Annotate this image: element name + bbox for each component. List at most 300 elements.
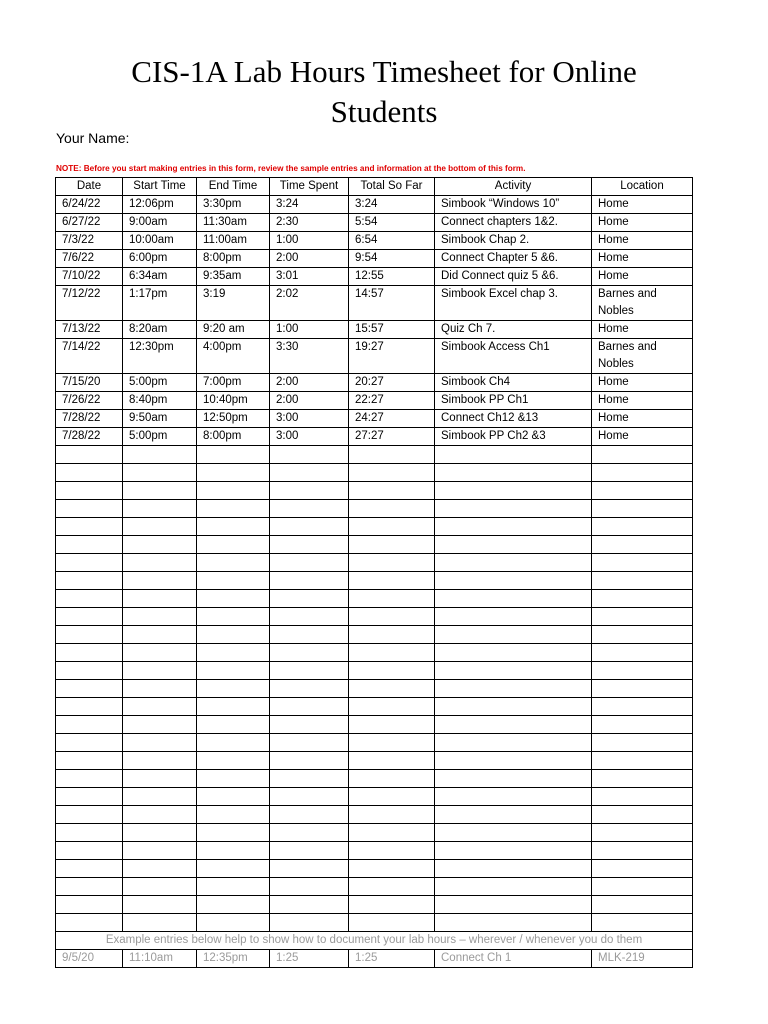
cell-location: Home [592, 250, 693, 268]
blank-cell-location[interactable] [592, 482, 693, 500]
blank-cell-date[interactable] [56, 662, 123, 680]
blank-cell-time-spent[interactable] [270, 518, 349, 536]
cell-time-spent: 2:30 [270, 214, 349, 232]
blank-cell-end-time[interactable] [197, 518, 270, 536]
blank-cell-location[interactable] [592, 464, 693, 482]
blank-cell-time-spent[interactable] [270, 680, 349, 698]
blank-cell-time-spent[interactable] [270, 896, 349, 914]
blank-cell-date[interactable] [56, 752, 123, 770]
blank-cell-date[interactable] [56, 464, 123, 482]
cell-start-time: 8:40pm [123, 392, 197, 410]
blank-cell-location[interactable] [592, 500, 693, 518]
instruction-note: NOTE: Before you start making entries in this form, review the sample entries and information at the bottom of this form. [56, 164, 526, 173]
blank-cell-location[interactable] [592, 878, 693, 896]
blank-cell-activity[interactable] [435, 482, 592, 500]
example-section [56, 932, 693, 968]
blank-cell-start-time[interactable] [123, 500, 197, 518]
table-row [56, 392, 693, 410]
blank-cell-start-time[interactable] [123, 554, 197, 572]
cell-end-time: 7:00pm [197, 374, 270, 392]
cell-time-spent: 3:00 [270, 428, 349, 446]
blank-cell-activity[interactable] [435, 878, 592, 896]
cell-activity: Simbook PP Ch2 &3 [435, 428, 592, 446]
blank-cell-location[interactable] [592, 554, 693, 572]
blank-cell-start-time[interactable] [123, 680, 197, 698]
cell-time-spent: 2:00 [270, 250, 349, 268]
cell-date: 7/12/22 [56, 286, 123, 321]
blank-cell-time-spent[interactable] [270, 590, 349, 608]
blank-cell-location[interactable] [592, 518, 693, 536]
column-header-total-so-far: Total So Far [349, 178, 435, 196]
cell-date: 7/3/22 [56, 232, 123, 250]
blank-cell-time-spent[interactable] [270, 572, 349, 590]
cell-date: 6/27/22 [56, 214, 123, 232]
blank-cell-date[interactable] [56, 860, 123, 878]
timesheet-table [55, 177, 693, 968]
blank-cell-activity[interactable] [435, 500, 592, 518]
blank-cell-total-so-far[interactable] [349, 698, 435, 716]
blank-row [56, 770, 693, 788]
blank-cell-start-time[interactable] [123, 464, 197, 482]
cell-total-so-far: 19:27 [349, 339, 435, 374]
cell-date: 7/28/22 [56, 410, 123, 428]
blank-cell-activity[interactable] [435, 446, 592, 464]
blank-cell-date[interactable] [56, 518, 123, 536]
cell-time-spent: 3:01 [270, 268, 349, 286]
page-title [0, 52, 768, 132]
blank-cell-date[interactable] [56, 644, 123, 662]
cell-end-time: 8:00pm [197, 250, 270, 268]
blank-cell-location[interactable] [592, 572, 693, 590]
blank-cell-location[interactable] [592, 536, 693, 554]
blank-cell-activity[interactable] [435, 464, 592, 482]
blank-cell-location[interactable] [592, 644, 693, 662]
blank-cell-total-so-far[interactable] [349, 824, 435, 842]
blank-cell-activity[interactable] [435, 734, 592, 752]
example-end-time: 12:35pm [197, 950, 270, 968]
table-row [56, 286, 693, 321]
blank-cell-total-so-far[interactable] [349, 608, 435, 626]
blank-cell-date[interactable] [56, 554, 123, 572]
blank-cell-end-time[interactable] [197, 878, 270, 896]
cell-end-time: 3:19 [197, 286, 270, 321]
blank-cell-total-so-far[interactable] [349, 446, 435, 464]
cell-activity: Connect Chapter 5 &6. [435, 250, 592, 268]
cell-location: Home [592, 232, 693, 250]
blank-cell-total-so-far[interactable] [349, 680, 435, 698]
blank-cell-date[interactable] [56, 734, 123, 752]
blank-row [56, 680, 693, 698]
blank-cell-location[interactable] [592, 626, 693, 644]
blank-cell-location[interactable] [592, 896, 693, 914]
blank-cell-activity[interactable] [435, 842, 592, 860]
blank-cell-end-time[interactable] [197, 554, 270, 572]
blank-row [56, 824, 693, 842]
blank-cell-start-time[interactable] [123, 914, 197, 932]
blank-cell-start-time[interactable] [123, 896, 197, 914]
blank-cell-time-spent[interactable] [270, 500, 349, 518]
blank-cell-end-time[interactable] [197, 770, 270, 788]
table-row [56, 268, 693, 286]
blank-cell-end-time[interactable] [197, 734, 270, 752]
blank-cell-total-so-far[interactable] [349, 464, 435, 482]
blank-cell-time-spent[interactable] [270, 770, 349, 788]
blank-row [56, 860, 693, 878]
blank-cell-date[interactable] [56, 716, 123, 734]
blank-cell-activity[interactable] [435, 680, 592, 698]
blank-cell-start-time[interactable] [123, 770, 197, 788]
blank-row [56, 734, 693, 752]
blank-row [56, 446, 693, 464]
blank-cell-start-time[interactable] [123, 446, 197, 464]
blank-cell-time-spent[interactable] [270, 878, 349, 896]
cell-activity: Simbook Excel chap 3. [435, 286, 592, 321]
cell-location: Home [592, 268, 693, 286]
blank-cell-location[interactable] [592, 590, 693, 608]
blank-cell-activity[interactable] [435, 752, 592, 770]
example-total-so-far: 1:25 [349, 950, 435, 968]
cell-end-time: 11:00am [197, 232, 270, 250]
blank-cell-start-time[interactable] [123, 626, 197, 644]
cell-activity: Simbook Chap 2. [435, 232, 592, 250]
blank-cell-date[interactable] [56, 482, 123, 500]
blank-cell-total-so-far[interactable] [349, 626, 435, 644]
blank-cell-start-time[interactable] [123, 788, 197, 806]
cell-location: Barnes and Nobles [592, 339, 693, 374]
column-header-location: Location [592, 178, 693, 196]
blank-cell-start-time[interactable] [123, 734, 197, 752]
cell-total-so-far: 14:57 [349, 286, 435, 321]
cell-activity: Simbook Ch4 [435, 374, 592, 392]
blank-cell-location[interactable] [592, 698, 693, 716]
blank-cell-start-time[interactable] [123, 662, 197, 680]
blank-cell-end-time[interactable] [197, 824, 270, 842]
blank-cell-end-time[interactable] [197, 860, 270, 878]
blank-cell-end-time[interactable] [197, 572, 270, 590]
blank-cell-end-time[interactable] [197, 788, 270, 806]
blank-cell-total-so-far[interactable] [349, 590, 435, 608]
blank-cell-time-spent[interactable] [270, 752, 349, 770]
blank-cell-end-time[interactable] [197, 896, 270, 914]
blank-cell-end-time[interactable] [197, 662, 270, 680]
example-note-row [56, 932, 693, 950]
blank-cell-start-time[interactable] [123, 842, 197, 860]
blank-row [56, 464, 693, 482]
cell-location: Home [592, 214, 693, 232]
cell-start-time: 10:00am [123, 232, 197, 250]
blank-cell-end-time[interactable] [197, 464, 270, 482]
blank-cell-time-spent[interactable] [270, 482, 349, 500]
blank-cell-date[interactable] [56, 914, 123, 932]
blank-cell-end-time[interactable] [197, 500, 270, 518]
blank-cell-date[interactable] [56, 608, 123, 626]
blank-cell-total-so-far[interactable] [349, 644, 435, 662]
blank-cell-total-so-far[interactable] [349, 500, 435, 518]
blank-cell-location[interactable] [592, 608, 693, 626]
blank-cell-start-time[interactable] [123, 536, 197, 554]
blank-cell-date[interactable] [56, 896, 123, 914]
cell-start-time: 9:50am [123, 410, 197, 428]
blank-cell-location[interactable] [592, 806, 693, 824]
blank-row [56, 482, 693, 500]
cell-time-spent: 1:00 [270, 321, 349, 339]
blank-cell-start-time[interactable] [123, 806, 197, 824]
cell-time-spent: 2:00 [270, 374, 349, 392]
blank-row [56, 896, 693, 914]
blank-cell-location[interactable] [592, 824, 693, 842]
blank-cell-activity[interactable] [435, 860, 592, 878]
blank-cell-date[interactable] [56, 698, 123, 716]
blank-cell-total-so-far[interactable] [349, 806, 435, 824]
blank-row [56, 608, 693, 626]
cell-date: 7/13/22 [56, 321, 123, 339]
blank-cell-location[interactable] [592, 788, 693, 806]
blank-cell-time-spent[interactable] [270, 860, 349, 878]
cell-date: 7/14/22 [56, 339, 123, 374]
cell-total-so-far: 15:57 [349, 321, 435, 339]
cell-activity: Simbook Access Ch1 [435, 339, 592, 374]
blank-row [56, 878, 693, 896]
blank-cell-total-so-far[interactable] [349, 914, 435, 932]
blank-cell-activity[interactable] [435, 626, 592, 644]
blank-cell-time-spent[interactable] [270, 608, 349, 626]
blank-cell-time-spent[interactable] [270, 806, 349, 824]
blank-cell-time-spent[interactable] [270, 662, 349, 680]
example-note: Example entries below help to show how to document your lab hours – wherever / whenever you do them [56, 932, 693, 950]
blank-cell-location[interactable] [592, 914, 693, 932]
cell-time-spent: 2:00 [270, 392, 349, 410]
blank-cell-end-time[interactable] [197, 752, 270, 770]
blank-cell-date[interactable] [56, 806, 123, 824]
blank-cell-total-so-far[interactable] [349, 788, 435, 806]
blank-cell-end-time[interactable] [197, 806, 270, 824]
blank-cell-activity[interactable] [435, 644, 592, 662]
blank-cell-total-so-far[interactable] [349, 662, 435, 680]
blank-cell-total-so-far[interactable] [349, 518, 435, 536]
blank-row [56, 716, 693, 734]
blank-rows [56, 446, 693, 932]
blank-cell-date[interactable] [56, 788, 123, 806]
blank-cell-total-so-far[interactable] [349, 734, 435, 752]
table-row [56, 321, 693, 339]
blank-cell-start-time[interactable] [123, 644, 197, 662]
blank-cell-location[interactable] [592, 860, 693, 878]
blank-cell-date[interactable] [56, 590, 123, 608]
column-header-date: Date [56, 178, 123, 196]
blank-cell-total-so-far[interactable] [349, 878, 435, 896]
blank-cell-total-so-far[interactable] [349, 572, 435, 590]
cell-start-time: 12:30pm [123, 339, 197, 374]
blank-cell-date[interactable] [56, 446, 123, 464]
blank-cell-activity[interactable] [435, 554, 592, 572]
table-row [56, 232, 693, 250]
cell-total-so-far: 6:54 [349, 232, 435, 250]
blank-cell-date[interactable] [56, 878, 123, 896]
cell-start-time: 5:00pm [123, 428, 197, 446]
cell-activity: Simbook PP Ch1 [435, 392, 592, 410]
blank-cell-activity[interactable] [435, 662, 592, 680]
blank-cell-start-time[interactable] [123, 752, 197, 770]
cell-location: Home [592, 321, 693, 339]
blank-cell-date[interactable] [56, 536, 123, 554]
blank-cell-activity[interactable] [435, 608, 592, 626]
blank-cell-end-time[interactable] [197, 698, 270, 716]
blank-cell-start-time[interactable] [123, 698, 197, 716]
blank-row [56, 554, 693, 572]
table-row [56, 250, 693, 268]
blank-cell-end-time[interactable] [197, 608, 270, 626]
blank-cell-date[interactable] [56, 842, 123, 860]
blank-cell-location[interactable] [592, 842, 693, 860]
example-time-spent: 1:25 [270, 950, 349, 968]
blank-cell-end-time[interactable] [197, 590, 270, 608]
cell-total-so-far: 24:27 [349, 410, 435, 428]
blank-cell-end-time[interactable] [197, 680, 270, 698]
blank-cell-time-spent[interactable] [270, 716, 349, 734]
table-row [56, 339, 693, 374]
cell-total-so-far: 12:55 [349, 268, 435, 286]
blank-cell-location[interactable] [592, 662, 693, 680]
table-row [56, 214, 693, 232]
blank-cell-location[interactable] [592, 680, 693, 698]
cell-time-spent: 2:02 [270, 286, 349, 321]
example-activity: Connect Ch 1 [435, 950, 592, 968]
blank-cell-end-time[interactable] [197, 644, 270, 662]
blank-cell-total-so-far[interactable] [349, 752, 435, 770]
blank-cell-time-spent[interactable] [270, 644, 349, 662]
cell-start-time: 12:06pm [123, 196, 197, 214]
blank-cell-time-spent[interactable] [270, 446, 349, 464]
blank-cell-total-so-far[interactable] [349, 716, 435, 734]
cell-end-time: 9:20 am [197, 321, 270, 339]
blank-cell-location[interactable] [592, 716, 693, 734]
blank-cell-date[interactable] [56, 572, 123, 590]
blank-cell-activity[interactable] [435, 806, 592, 824]
blank-cell-start-time[interactable] [123, 482, 197, 500]
blank-cell-time-spent[interactable] [270, 698, 349, 716]
blank-cell-end-time[interactable] [197, 536, 270, 554]
blank-cell-end-time[interactable] [197, 842, 270, 860]
blank-cell-activity[interactable] [435, 896, 592, 914]
blank-cell-activity[interactable] [435, 698, 592, 716]
blank-cell-time-spent[interactable] [270, 914, 349, 932]
cell-total-so-far: 9:54 [349, 250, 435, 268]
blank-cell-activity[interactable] [435, 914, 592, 932]
blank-cell-start-time[interactable] [123, 518, 197, 536]
blank-row [56, 590, 693, 608]
cell-activity: Connect Ch12 &13 [435, 410, 592, 428]
blank-cell-activity[interactable] [435, 788, 592, 806]
blank-cell-end-time[interactable] [197, 446, 270, 464]
cell-start-time: 8:20am [123, 321, 197, 339]
blank-cell-time-spent[interactable] [270, 824, 349, 842]
blank-cell-end-time[interactable] [197, 716, 270, 734]
cell-location: Home [592, 428, 693, 446]
cell-date: 7/15/20 [56, 374, 123, 392]
cell-start-time: 9:00am [123, 214, 197, 232]
blank-cell-total-so-far[interactable] [349, 842, 435, 860]
blank-cell-total-so-far[interactable] [349, 860, 435, 878]
blank-cell-activity[interactable] [435, 770, 592, 788]
blank-cell-end-time[interactable] [197, 482, 270, 500]
blank-row [56, 788, 693, 806]
blank-row [56, 806, 693, 824]
blank-cell-activity[interactable] [435, 590, 592, 608]
blank-cell-activity[interactable] [435, 824, 592, 842]
blank-cell-activity[interactable] [435, 518, 592, 536]
cell-end-time: 3:30pm [197, 196, 270, 214]
blank-cell-date[interactable] [56, 770, 123, 788]
blank-cell-time-spent[interactable] [270, 842, 349, 860]
blank-cell-start-time[interactable] [123, 590, 197, 608]
blank-cell-time-spent[interactable] [270, 536, 349, 554]
cell-total-so-far: 22:27 [349, 392, 435, 410]
cell-date: 7/26/22 [56, 392, 123, 410]
blank-cell-location[interactable] [592, 734, 693, 752]
cell-time-spent: 3:00 [270, 410, 349, 428]
blank-row [56, 842, 693, 860]
header-row [56, 178, 693, 196]
cell-total-so-far: 20:27 [349, 374, 435, 392]
blank-cell-activity[interactable] [435, 536, 592, 554]
cell-end-time: 11:30am [197, 214, 270, 232]
blank-cell-date[interactable] [56, 824, 123, 842]
blank-cell-location[interactable] [592, 752, 693, 770]
table-row [56, 410, 693, 428]
cell-start-time: 5:00pm [123, 374, 197, 392]
blank-cell-time-spent[interactable] [270, 734, 349, 752]
blank-cell-activity[interactable] [435, 716, 592, 734]
blank-cell-total-so-far[interactable] [349, 482, 435, 500]
blank-cell-total-so-far[interactable] [349, 896, 435, 914]
blank-cell-location[interactable] [592, 446, 693, 464]
blank-cell-time-spent[interactable] [270, 464, 349, 482]
blank-cell-total-so-far[interactable] [349, 770, 435, 788]
blank-row [56, 914, 693, 932]
cell-start-time: 6:34am [123, 268, 197, 286]
cell-start-time: 6:00pm [123, 250, 197, 268]
blank-cell-time-spent[interactable] [270, 788, 349, 806]
example-start-time: 11:10am [123, 950, 197, 968]
blank-cell-total-so-far[interactable] [349, 536, 435, 554]
blank-cell-time-spent[interactable] [270, 626, 349, 644]
blank-cell-end-time[interactable] [197, 914, 270, 932]
blank-cell-start-time[interactable] [123, 716, 197, 734]
cell-end-time: 12:50pm [197, 410, 270, 428]
cell-date: 7/10/22 [56, 268, 123, 286]
cell-end-time: 4:00pm [197, 339, 270, 374]
blank-cell-date[interactable] [56, 680, 123, 698]
blank-cell-total-so-far[interactable] [349, 554, 435, 572]
cell-activity: Did Connect quiz 5 &6. [435, 268, 592, 286]
cell-location: Barnes and Nobles [592, 286, 693, 321]
blank-cell-location[interactable] [592, 770, 693, 788]
cell-date: 7/6/22 [56, 250, 123, 268]
blank-cell-activity[interactable] [435, 572, 592, 590]
blank-cell-start-time[interactable] [123, 878, 197, 896]
blank-cell-time-spent[interactable] [270, 554, 349, 572]
example-location: MLK-219 [592, 950, 693, 968]
cell-total-so-far: 5:54 [349, 214, 435, 232]
blank-cell-end-time[interactable] [197, 626, 270, 644]
blank-cell-date[interactable] [56, 500, 123, 518]
title-line-1: CIS-1A Lab Hours Timesheet for Online [131, 54, 637, 89]
blank-cell-start-time[interactable] [123, 572, 197, 590]
blank-cell-start-time[interactable] [123, 608, 197, 626]
blank-cell-start-time[interactable] [123, 824, 197, 842]
blank-cell-start-time[interactable] [123, 860, 197, 878]
blank-cell-date[interactable] [56, 626, 123, 644]
